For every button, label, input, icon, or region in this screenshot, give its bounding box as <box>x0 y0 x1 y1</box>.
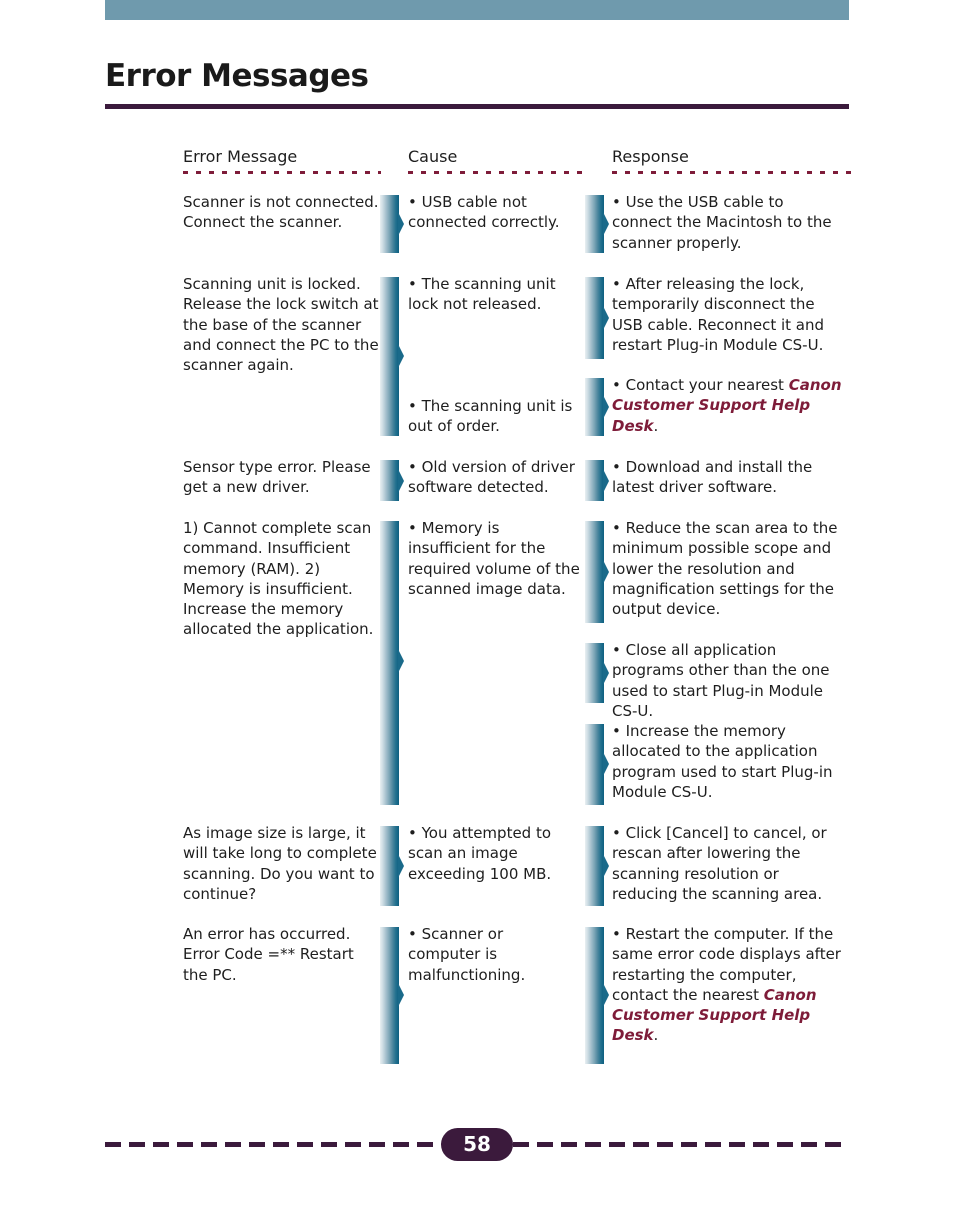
response-divider-bar <box>585 277 604 359</box>
cause-item: • The scanning unit lock not released. <box>408 275 556 314</box>
response-divider-bar <box>585 826 604 906</box>
response-item: • Restart the computer. If the same error code displays after restarting the computer, contact the nearest Canon Customer Support Help Desk. <box>612 925 841 1045</box>
cause-divider-bar <box>380 277 399 436</box>
cause-item: • Memory is insufficient for the required volume of the scanned image data. <box>408 519 580 598</box>
response-item: • Reduce the scan area to the minimum possible scope and lower the resolution and magnification settings for the output device. <box>612 519 838 619</box>
response-divider-bar <box>585 724 604 805</box>
cause-item: • Scanner or computer is malfunctioning. <box>408 925 526 984</box>
page-title: Error Messages <box>105 58 369 94</box>
cause-item: • You attempted to scan an image exceeding 100 MB. <box>408 824 552 883</box>
header-bar <box>105 0 849 20</box>
cause-item: • USB cable not connected correctly. <box>408 193 560 232</box>
response-item: • Use the USB cable to connect the Macintosh to the scanner properly. <box>612 193 832 252</box>
response-divider-bar <box>585 378 604 436</box>
response-divider-bar <box>585 643 604 703</box>
response-divider-bar <box>585 460 604 501</box>
error-message-text: An error has occurred. Error Code =** Restart the PC. <box>183 925 354 984</box>
footer-dash-right <box>513 1142 849 1147</box>
error-message-text: Sensor type error. Please get a new driver. <box>183 458 371 497</box>
response-item: • Close all application programs other than the one used to start Plug-in Module CS-U. <box>612 641 830 720</box>
response-item: • Download and install the latest driver software. <box>612 458 813 497</box>
response-item: • Increase the memory allocated to the application program used to start Plug-in Module CS-U. <box>612 722 833 801</box>
response-divider-bar <box>585 521 604 623</box>
page-number: 58 <box>441 1128 513 1161</box>
cause-item: • Old version of driver software detected. <box>408 458 575 497</box>
cause-divider-bar <box>380 195 399 253</box>
cause-item: • The scanning unit is out of order. <box>408 397 573 436</box>
support-desk-link[interactable]: Canon Customer Support Help Desk <box>612 985 817 1045</box>
column-header-cause: Cause <box>408 147 586 174</box>
column-header-error: Error Message <box>183 147 381 174</box>
response-divider-bar <box>585 927 604 1064</box>
error-message-text: Scanner is not connected. Connect the scanner. <box>183 193 379 232</box>
cause-divider-bar <box>380 927 399 1064</box>
response-item: • Click [Cancel] to cancel, or rescan after lowering the scanning resolution or reducing the scanning area. <box>612 824 827 903</box>
error-message-text: As image size is large, it will take long to complete scanning. Do you want to continue? <box>183 824 377 903</box>
error-message-line: 1) Cannot complete scan command. Insufficient memory (RAM). 2) Memory is insufficient. Increase the memory allocated the application. <box>183 519 374 639</box>
column-header-response: Response <box>612 147 852 174</box>
cause-divider-bar <box>380 826 399 906</box>
response-divider-bar <box>585 195 604 253</box>
cause-divider-bar <box>380 521 399 805</box>
error-message-text: Scanning unit is locked. Release the lock switch at the base of the scanner and connect the PC to the scanner again. <box>183 275 379 375</box>
title-rule <box>105 104 849 109</box>
response-item: • Contact your nearest Canon Customer Support Help Desk. <box>612 376 842 435</box>
error-message-text <box>183 518 379 640</box>
response-item: • After releasing the lock, temporarily disconnect the USB cable. Reconnect it and restart Plug-in Module CS-U. <box>612 275 825 354</box>
support-desk-link[interactable]: Canon Customer Support Help Desk <box>612 376 842 435</box>
cause-divider-bar <box>380 460 399 501</box>
footer-dash-left <box>105 1142 441 1147</box>
